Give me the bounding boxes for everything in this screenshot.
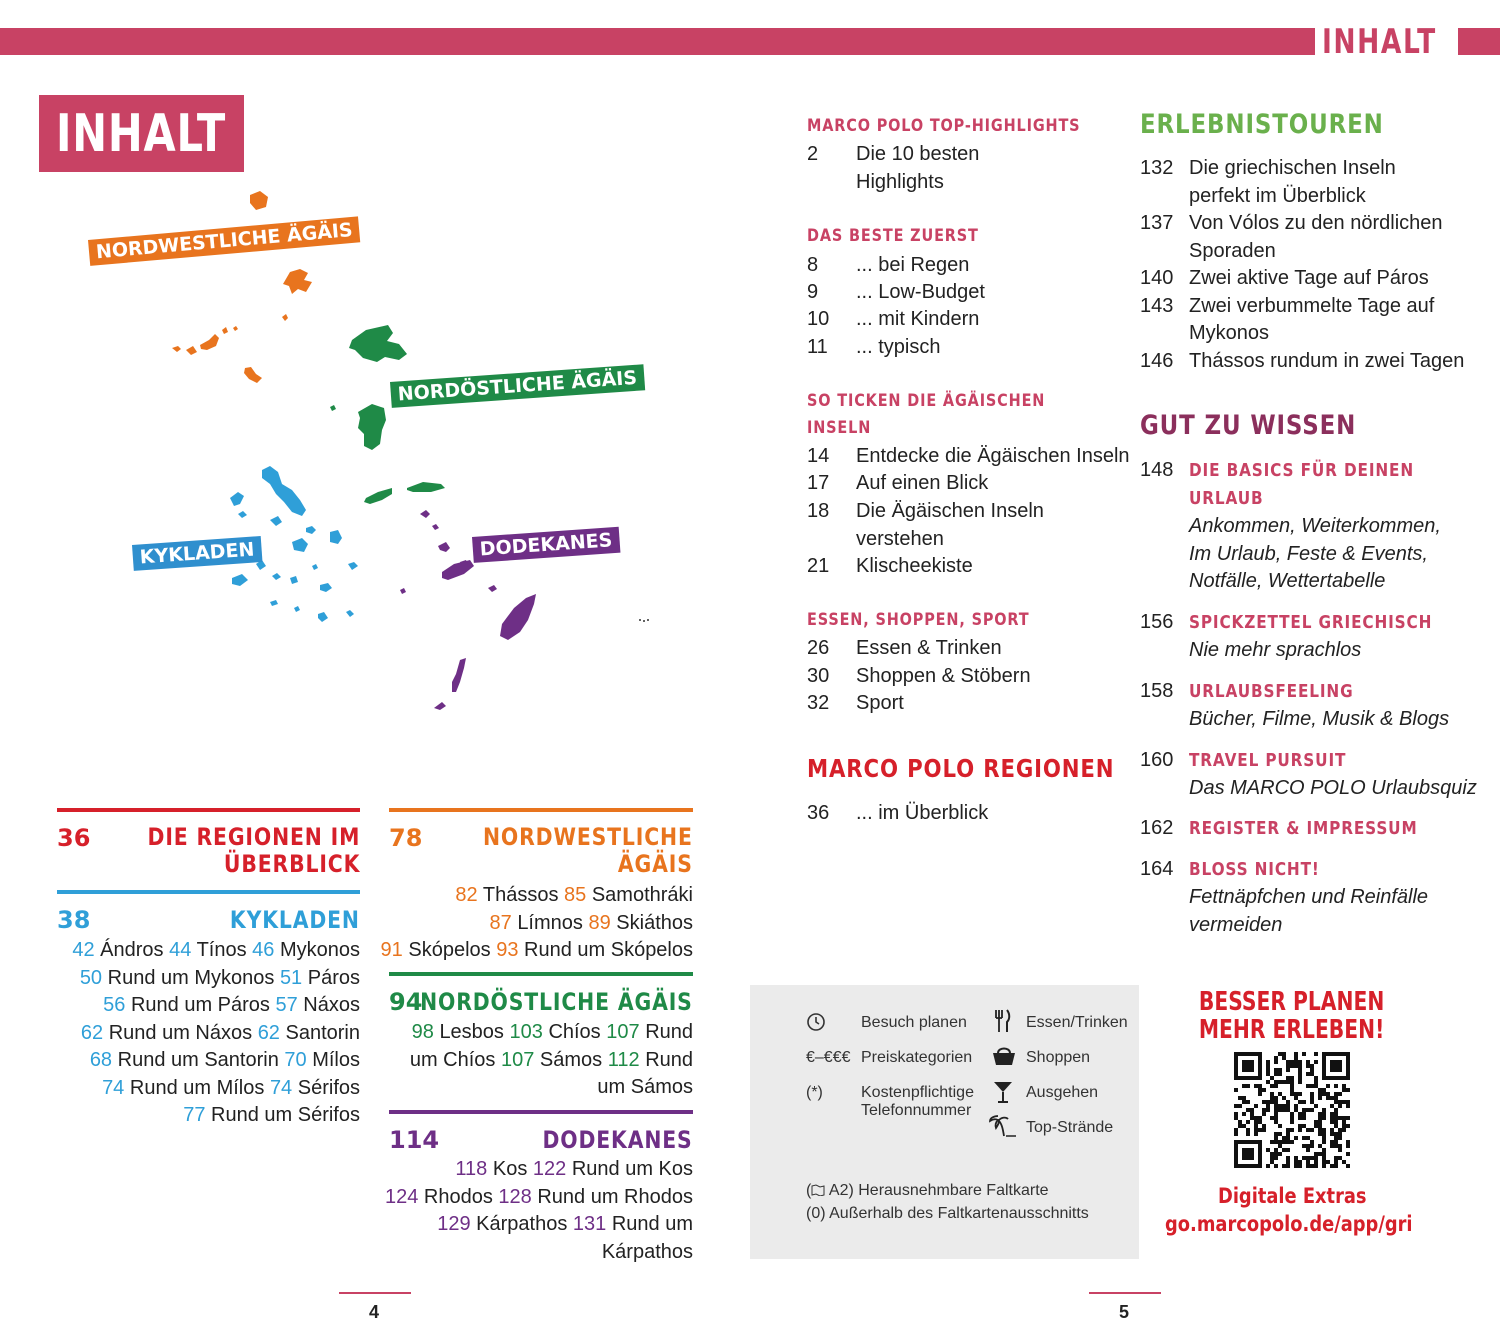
- palm-beach-icon: [988, 1112, 1018, 1140]
- region-item-page[interactable]: 70: [284, 1049, 313, 1071]
- legend-preis-symbol: €–€€€: [806, 1049, 851, 1066]
- region-item-name[interactable]: Rund um Mykonos: [107, 966, 275, 989]
- region-line: [373, 1047, 693, 1075]
- region-item-page[interactable]: 50: [79, 966, 108, 989]
- toc-num: 9: [807, 281, 819, 303]
- map-tag-dodekanes: DODEKANES: [472, 527, 620, 563]
- region-item-page[interactable]: 82: [455, 884, 483, 906]
- page-title: INHALT: [56, 104, 227, 164]
- region-item-page[interactable]: 46: [252, 939, 280, 961]
- region-item-page[interactable]: 98: [411, 1021, 440, 1043]
- overview-title[interactable]: DIE REGIONEN IM ÜBERBLICK: [147, 823, 360, 878]
- region-line: [373, 1184, 693, 1212]
- region-item-page[interactable]: 85: [564, 884, 592, 906]
- region-item-name[interactable]: Sámos: [539, 1048, 603, 1071]
- nordost-title[interactable]: NORDÖSTLICHE ÄGÄIS: [420, 988, 693, 1016]
- header-bar: [0, 28, 1315, 55]
- dodekanes-rule: [389, 1110, 693, 1114]
- clock-icon: [805, 1011, 829, 1033]
- toc-subhead[interactable]: URLAUBSFEELING: [1189, 681, 1354, 702]
- toc-head-highlights[interactable]: MARCO POLO TOP-HIGHLIGHTS: [807, 116, 1081, 136]
- region-item-name[interactable]: Rund: [645, 1021, 693, 1043]
- header-label: INHALT: [1322, 22, 1437, 62]
- region-item-name[interactable]: Límnos: [517, 911, 583, 934]
- dodekanes-title[interactable]: DODEKANES: [542, 1126, 693, 1154]
- toc-description: Das MARCO POLO Urlaubsquiz: [1189, 777, 1477, 799]
- region-item-name[interactable]: Thássos: [482, 884, 559, 906]
- toc-entry[interactable]: Entdecke die Ägäischen Inseln: [856, 445, 1130, 467]
- region-line: [40, 1102, 360, 1130]
- toc-entry[interactable]: ... bei Regen: [856, 254, 970, 276]
- toc-entry[interactable]: Mykonos: [1189, 322, 1270, 344]
- nordost-list: [373, 1019, 693, 1102]
- region-line: [373, 1211, 693, 1239]
- toc-num: 143: [1140, 294, 1174, 317]
- overview-page[interactable]: 36: [57, 824, 91, 852]
- legend-faltkarte: ( A2) Herausnehmbare Faltkarte: [806, 1182, 1049, 1199]
- promo-headline: BESSER PLANEN MEHR ERLEBEN!: [1198, 987, 1385, 1045]
- toc-head-wissen[interactable]: GUT ZU WISSEN: [1140, 410, 1357, 441]
- toc-num: 10: [807, 308, 830, 330]
- toc-description: vermeiden: [1189, 913, 1283, 936]
- toc-entry[interactable]: ... mit Kindern: [856, 308, 980, 330]
- region-item-page[interactable]: 103: [509, 1021, 549, 1043]
- toc-entry[interactable]: Die Ägäischen Inseln: [856, 500, 1044, 522]
- page-rule-right: [1089, 1292, 1161, 1294]
- legend-besuch: Besuch planen: [861, 1014, 967, 1031]
- toc-num: 162: [1140, 817, 1174, 839]
- region-item-name[interactable]: Mykonos: [279, 939, 360, 961]
- toc-num: 17: [807, 472, 830, 494]
- region-item-page[interactable]: 57: [275, 994, 304, 1016]
- region-item-page[interactable]: 62: [257, 1021, 286, 1044]
- toc-entry[interactable]: ... im Überblick: [856, 802, 989, 824]
- toc-entry[interactable]: perfekt im Überblick: [1189, 184, 1366, 207]
- region-item-name[interactable]: Rund um Rhodos: [537, 1185, 693, 1208]
- toc-entry[interactable]: Highlights: [856, 171, 944, 193]
- toc-num: 14: [807, 445, 830, 467]
- region-item-page[interactable]: 74: [269, 1076, 298, 1099]
- toc-num: 26: [807, 637, 830, 659]
- toc-num: 36: [807, 802, 830, 824]
- nordwest-rule: [389, 808, 693, 812]
- toc-entry[interactable]: Zwei verbummelte Tage auf: [1189, 294, 1435, 317]
- toc-entry[interactable]: Sporaden: [1189, 239, 1276, 262]
- region-item-name[interactable]: Skópelos: [408, 939, 491, 961]
- region-item-page[interactable]: 128: [498, 1185, 538, 1208]
- toc-head-ticken[interactable]: SO TICKEN DIE ÄGÄISCHEN: [807, 391, 1046, 411]
- region-item-name[interactable]: Rund um Mílos: [129, 1076, 265, 1099]
- nordost-islands: [330, 325, 445, 504]
- region-item-page[interactable]: 74: [102, 1076, 130, 1099]
- basket-icon: [990, 1045, 1018, 1067]
- region-item-page[interactable]: 89: [588, 911, 617, 934]
- toc-entry[interactable]: Sport: [856, 692, 904, 714]
- toc-subhead[interactable]: SPICKZETTEL GRIECHISCH: [1189, 612, 1433, 633]
- region-item-name[interactable]: Rund um Skópelos: [524, 939, 693, 961]
- toc-num: 18: [807, 500, 830, 522]
- region-item-page[interactable]: 44: [169, 939, 197, 961]
- region-item-page[interactable]: 112: [607, 1048, 646, 1071]
- nordwest-list: [373, 882, 693, 965]
- region-item-name[interactable]: Chíos: [548, 1021, 601, 1043]
- legend-shoppen: Shoppen: [1026, 1049, 1091, 1066]
- qr-code-icon[interactable]: [1234, 1052, 1350, 1168]
- kykladen-page[interactable]: 38: [57, 906, 91, 934]
- region-item-name[interactable]: Samothráki: [591, 884, 693, 906]
- toc-description: Bücher, Filme, Musik & Blogs: [1189, 708, 1450, 730]
- toc-num: 158: [1140, 680, 1174, 702]
- region-item-page[interactable]: 93: [496, 939, 525, 961]
- toc-description: Notfälle, Wettertabelle: [1189, 570, 1386, 592]
- promo-extras: Digitale Extras: [1218, 1184, 1367, 1208]
- region-item-name[interactable]: Skiáthos: [616, 911, 693, 934]
- toc-num: 32: [807, 692, 830, 714]
- region-line: [373, 1156, 693, 1184]
- region-item-page[interactable]: 68: [89, 1049, 118, 1071]
- region-line: [373, 882, 693, 910]
- legend-ausserhalb: (0) Außerhalb des Faltkartenausschnitts: [806, 1205, 1089, 1222]
- region-item-page[interactable]: 91: [380, 939, 409, 961]
- header-bar-end: [1458, 28, 1500, 55]
- region-item-name[interactable]: Náxos: [303, 994, 360, 1016]
- region-item-name[interactable]: um Sámos: [597, 1076, 693, 1098]
- toc-subhead[interactable]: DIE BASICS FÜR DEINEN: [1189, 460, 1414, 481]
- toc-description: Ankommen, Weiterkommen,: [1189, 515, 1441, 537]
- region-item-page[interactable]: 107: [606, 1021, 646, 1043]
- region-line: [40, 937, 360, 965]
- region-item-name[interactable]: Rund um Sérifos: [211, 1104, 360, 1126]
- kykladen-title[interactable]: KYKLADEN: [230, 906, 360, 934]
- toc-entry[interactable]: Zwei aktive Tage auf Páros: [1189, 267, 1429, 289]
- dodekanes-page[interactable]: 114: [389, 1126, 440, 1154]
- toc-num: 148: [1140, 459, 1174, 481]
- region-item-page[interactable]: 87: [489, 911, 518, 934]
- toc-head-beste[interactable]: DAS BESTE ZUERST: [807, 226, 979, 246]
- region-item-page[interactable]: 107: [500, 1048, 540, 1071]
- nordwest-title[interactable]: NORDWESTLICHE ÄGÄIS: [483, 823, 693, 878]
- toc-head-essen[interactable]: ESSEN, SHOPPEN, SPORT: [807, 610, 1030, 630]
- toc-num: 156: [1140, 611, 1174, 633]
- toc-entry[interactable]: Die griechischen Inseln: [1189, 157, 1396, 179]
- region-item-name[interactable]: um Chíos: [409, 1048, 496, 1071]
- legend-straende: Top-Strände: [1026, 1119, 1114, 1136]
- toc-num: 137: [1140, 212, 1174, 234]
- legend-kosten-symbol: (*): [806, 1084, 823, 1101]
- toc-num: 132: [1140, 157, 1174, 179]
- region-item-name[interactable]: Kárpathos: [476, 1213, 568, 1235]
- region-item-page[interactable]: 118: [455, 1158, 493, 1180]
- toc-num: 160: [1140, 749, 1174, 771]
- toc-subhead[interactable]: TRAVEL PURSUIT: [1189, 750, 1347, 771]
- toc-entry[interactable]: Von Vólos zu den nördlichen: [1189, 212, 1443, 234]
- toc-entry[interactable]: Die 10 besten: [856, 143, 980, 165]
- region-item-name[interactable]: Ándros: [100, 939, 164, 961]
- page-rule-left: [339, 1292, 411, 1294]
- region-line: [373, 1239, 693, 1267]
- overview-rule: [57, 808, 360, 812]
- map-tag-nordost: NORDÖSTLICHE ÄGÄIS: [390, 364, 645, 408]
- region-line: [373, 1019, 693, 1047]
- region-line: [40, 965, 360, 993]
- toc-entry[interactable]: Thássos rundum in zwei Tagen: [1189, 349, 1465, 372]
- region-line: [40, 1075, 360, 1103]
- map-tag-kykladen: KYKLADEN: [132, 536, 262, 571]
- toc-num: 2: [807, 143, 819, 165]
- region-item-name[interactable]: Kárpathos: [601, 1240, 693, 1263]
- toc-head-touren[interactable]: ERLEBNISTOUREN: [1140, 109, 1384, 140]
- toc-entry[interactable]: ... typisch: [856, 336, 941, 358]
- region-item-name[interactable]: Rund um: [611, 1213, 693, 1235]
- region-item-page[interactable]: 42: [72, 939, 101, 961]
- toc-num: 30: [807, 665, 830, 687]
- toc-num: 146: [1140, 349, 1174, 372]
- region-line: [40, 1020, 360, 1048]
- toc-entry[interactable]: Essen & Trinken: [856, 637, 1002, 659]
- toc-entry[interactable]: verstehen: [856, 528, 944, 550]
- region-item-name[interactable]: Mílos: [312, 1049, 360, 1071]
- legend-kosten: Kostenpflichtige Telefonnummer: [861, 1084, 974, 1119]
- region-line: [40, 1047, 360, 1075]
- legend-essen: Essen/Trinken: [1026, 1014, 1128, 1031]
- cutlery-icon: [992, 1008, 1012, 1034]
- region-item-name[interactable]: Páros: [307, 966, 360, 989]
- page-number-right: 5: [1119, 1302, 1130, 1322]
- region-item-name[interactable]: Rund um Náxos: [108, 1021, 253, 1044]
- nordwest-islands: [172, 191, 330, 383]
- toc-num: 164: [1140, 858, 1174, 880]
- region-item-name[interactable]: Rund um Santorin: [117, 1049, 279, 1071]
- map-tag-nordwest: NORDWESTLICHE ÄGÄIS: [88, 216, 361, 266]
- map-icon: [811, 1184, 825, 1196]
- region-item-page[interactable]: 124: [384, 1185, 424, 1208]
- toc-subhead[interactable]: REGISTER & IMPRESSUM: [1189, 818, 1418, 839]
- region-item-page[interactable]: 51: [279, 966, 308, 989]
- toc-entry[interactable]: Shoppen & Stöbern: [856, 665, 1031, 687]
- dodekanes-list: [373, 1156, 693, 1266]
- toc-entry[interactable]: ... Low-Budget: [856, 281, 985, 303]
- legend-preis: Preiskategorien: [861, 1049, 973, 1066]
- region-line: [373, 910, 693, 938]
- nordost-rule: [389, 972, 693, 976]
- region-item-name[interactable]: Rund um Páros: [130, 994, 270, 1016]
- region-line: [373, 1074, 693, 1102]
- aegean-map: [120, 180, 660, 720]
- nordwest-page[interactable]: 78: [389, 824, 423, 852]
- region-line: [40, 992, 360, 1020]
- toc-description: Nie mehr sprachlos: [1189, 639, 1362, 661]
- region-item-name[interactable]: Rund um Kos: [571, 1158, 693, 1180]
- toc-num: 140: [1140, 267, 1174, 289]
- region-item-name[interactable]: Tínos: [196, 939, 247, 961]
- toc-num: 21: [807, 555, 830, 577]
- toc-num: 11: [807, 336, 828, 358]
- region-item-name[interactable]: Santorin: [285, 1021, 360, 1044]
- region-item-name[interactable]: Lesbos: [439, 1021, 504, 1043]
- region-item-name[interactable]: Rund: [645, 1048, 693, 1071]
- toc-subhead[interactable]: BLOSS NICHT!: [1189, 859, 1320, 880]
- region-item-name[interactable]: Sérifos: [297, 1076, 360, 1099]
- region-item-page[interactable]: 131: [572, 1213, 612, 1235]
- toc-subhead[interactable]: URLAUB: [1189, 488, 1264, 509]
- toc-entry[interactable]: Klischeekiste: [856, 555, 973, 577]
- legend-ausgehen: Ausgehen: [1026, 1084, 1099, 1101]
- page-number-left: 4: [369, 1302, 380, 1322]
- toc-description: Fettnäpfchen und Reinfälle: [1189, 886, 1429, 908]
- cocktail-icon: [992, 1080, 1014, 1104]
- region-item-page[interactable]: 122: [532, 1158, 572, 1180]
- toc-num: 8: [807, 254, 819, 276]
- region-item-name[interactable]: Rhodos: [423, 1185, 493, 1208]
- region-item-page[interactable]: 62: [80, 1021, 109, 1044]
- toc-head-ticken-2[interactable]: INSELN: [807, 418, 872, 438]
- promo-url[interactable]: go.marcopolo.de/app/gri: [1165, 1212, 1413, 1236]
- toc-description: Im Urlaub, Feste & Events,: [1189, 542, 1428, 565]
- region-item-page[interactable]: 129: [437, 1213, 477, 1235]
- nordost-page[interactable]: 94: [389, 988, 423, 1016]
- toc-head-regionen[interactable]: MARCO POLO REGIONEN: [807, 754, 1115, 783]
- region-item-name[interactable]: Kos: [492, 1158, 528, 1180]
- kykladen-list: [40, 937, 360, 1130]
- region-item-page[interactable]: 56: [103, 994, 131, 1016]
- kykladen-rule: [57, 890, 360, 894]
- region-line: [373, 937, 693, 965]
- toc-entry[interactable]: Auf einen Blick: [856, 472, 989, 494]
- region-item-page[interactable]: 77: [183, 1104, 212, 1126]
